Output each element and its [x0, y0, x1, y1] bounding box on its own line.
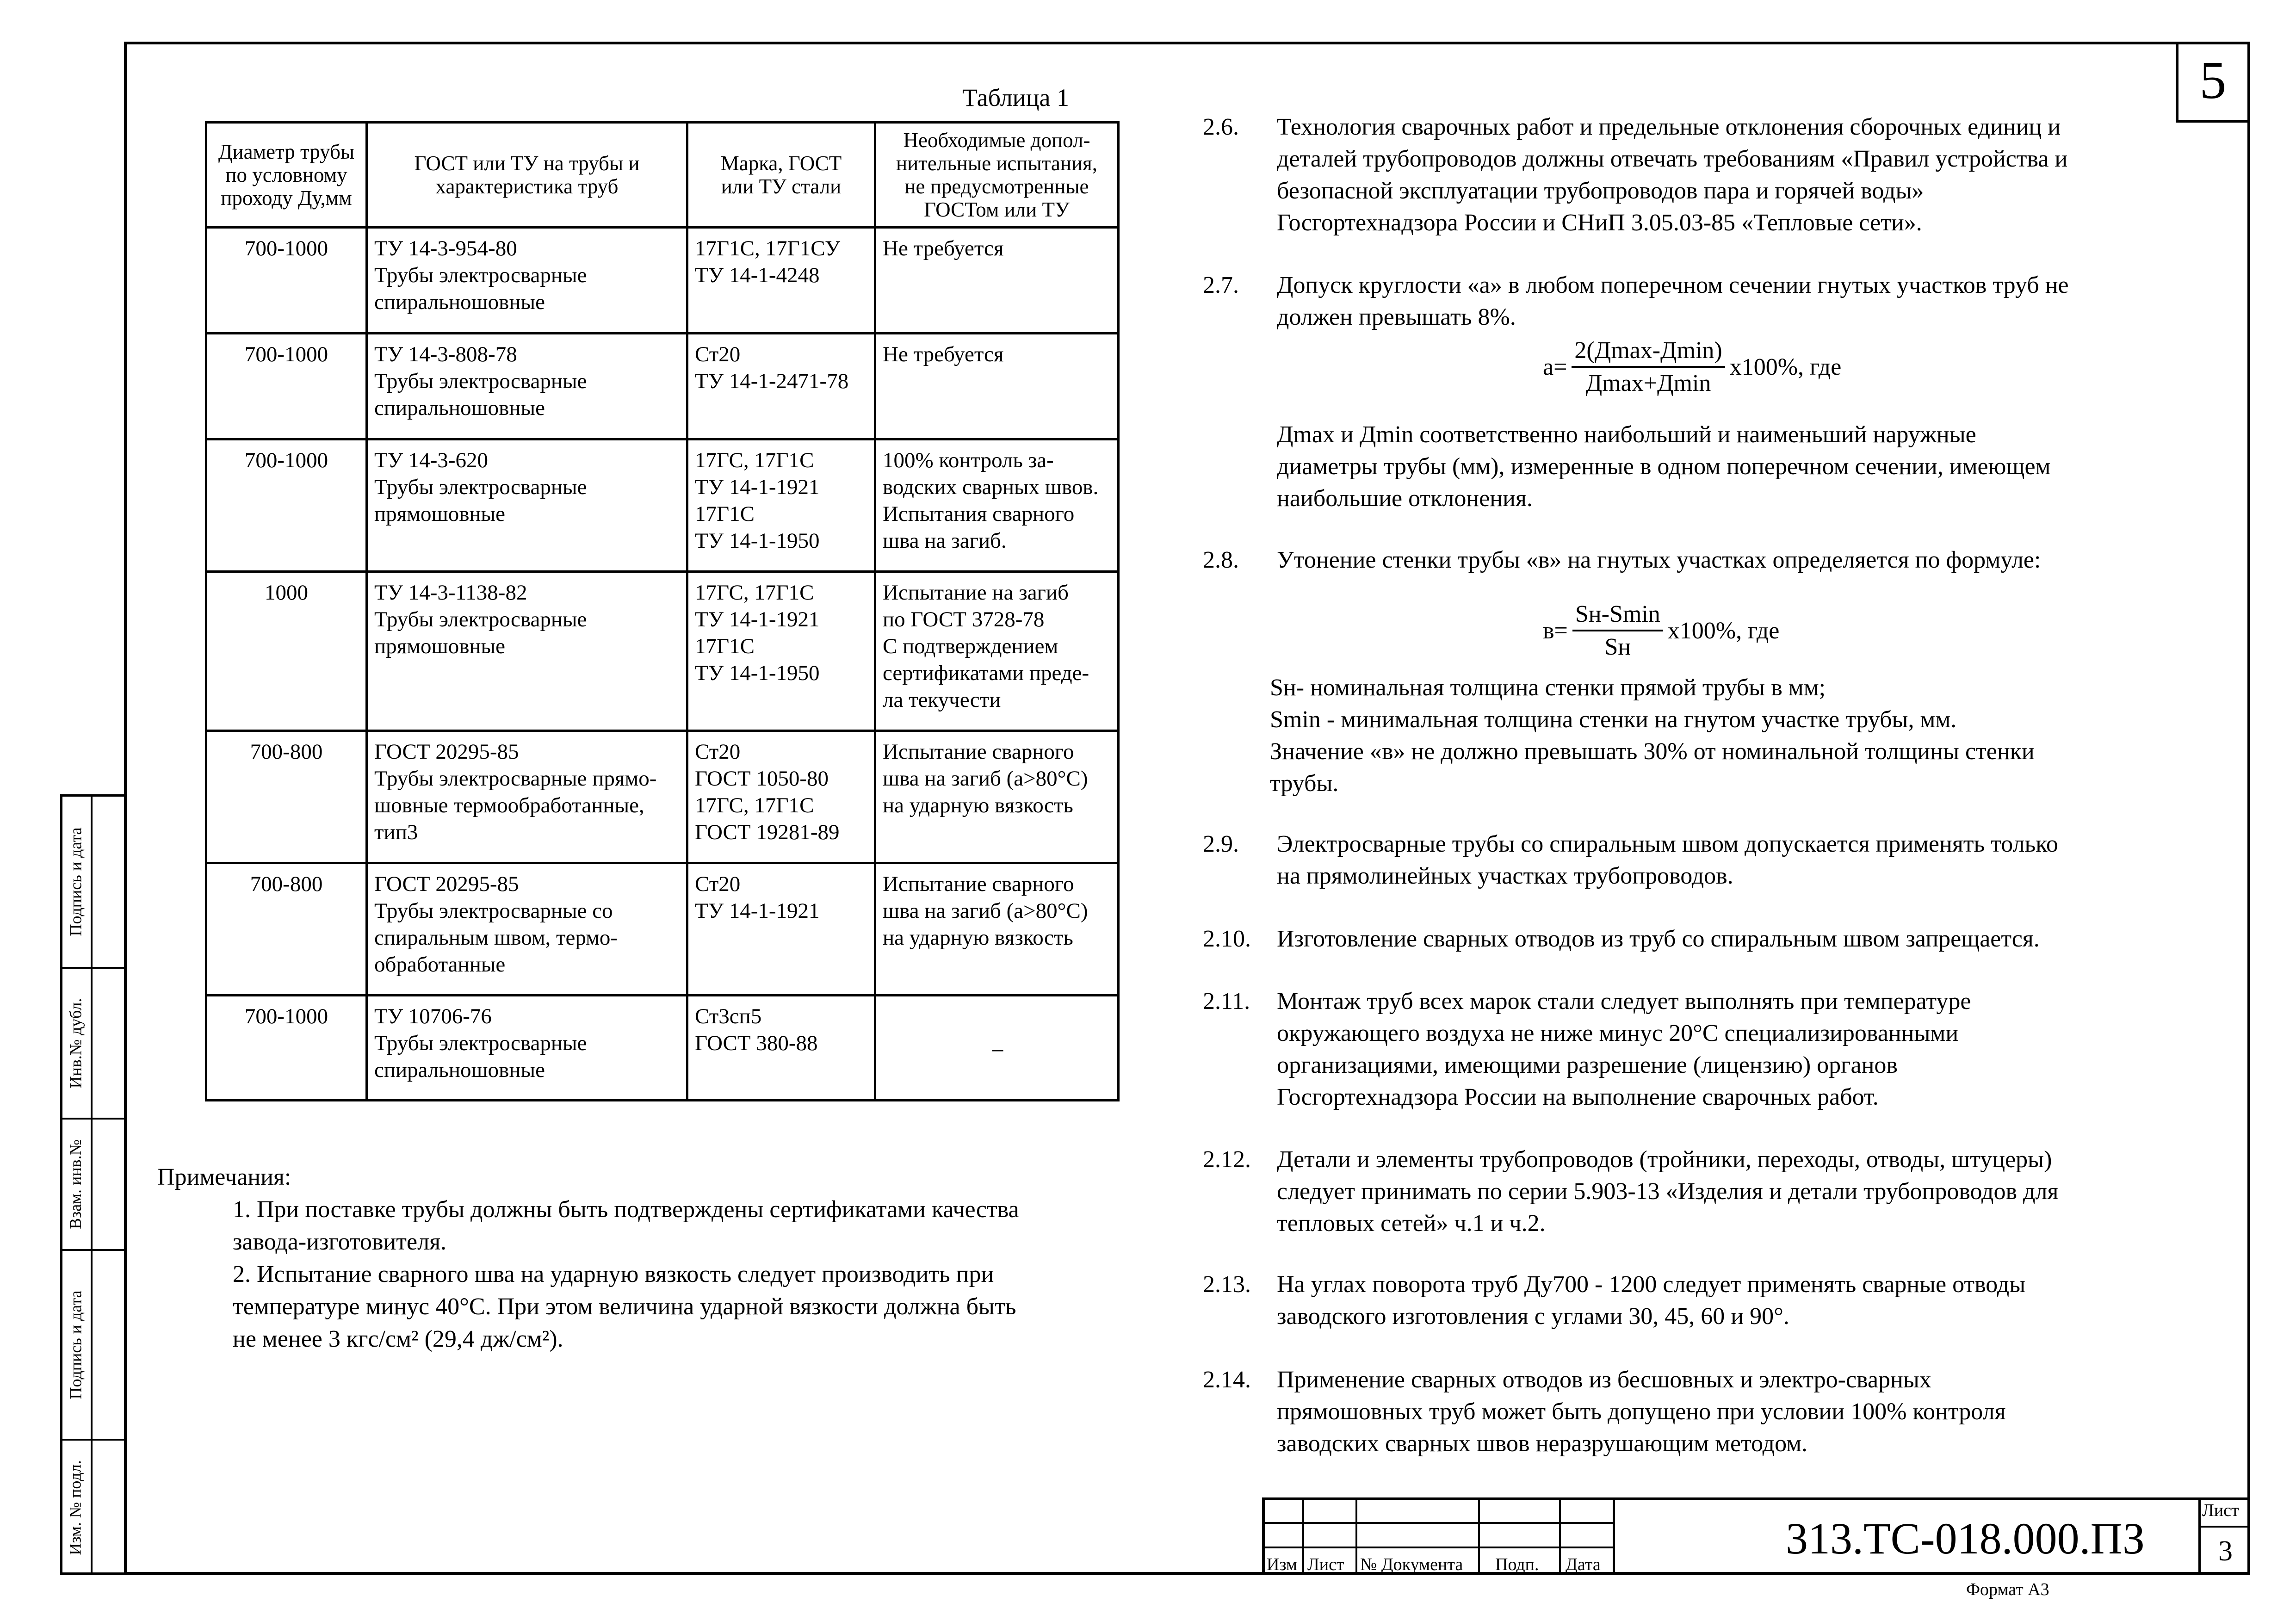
text-line: Утонение стенки трубы «в» на гнутых участках определяется по формуле: [1277, 547, 2041, 573]
clause-number: 2.12. [1203, 1146, 1251, 1173]
side-label-signature-date-2: Подпись и дата [66, 1290, 85, 1399]
text-line: Испытание на загиб [883, 581, 1069, 605]
text-line: Не требуется [883, 236, 1004, 260]
clause-text [1277, 985, 2202, 1113]
clause-number: 2.6. [1203, 114, 1239, 140]
text-line: Марка, ГОСТ [720, 152, 842, 175]
text-line: тепловых сетей» ч.1 и ч.2. [1277, 1210, 1546, 1237]
text-line: следует принимать по серии 5.903-13 «Изделия и детали трубопроводов для [1277, 1178, 2059, 1205]
text-line: прямошовных труб может быть допущено при условии 100% контроля [1277, 1398, 2006, 1425]
formula-b-denominator: Sн [1604, 634, 1631, 660]
cell-gost [367, 731, 687, 863]
tb-col-sheet: Лист [1307, 1555, 1344, 1574]
text-line: спиральным швом, термо- [374, 926, 618, 950]
text-line: 700-1000 [244, 342, 328, 366]
text-line: не менее 3 кгс/см² (29,4 дж/см²). [233, 1326, 563, 1352]
text-line: прямошовные [374, 634, 505, 658]
side-label-original-inv: Изм. № подл. [66, 1460, 85, 1555]
text-line: заводского изготовления с углами 30, 45, 60 и 90°. [1277, 1303, 1789, 1330]
text-line: Ст20 [695, 740, 741, 764]
text-line: Изготовление сварных отводов из труб со спиральным швом запрещается. [1277, 926, 2040, 952]
cell-diameter [206, 228, 367, 334]
text-line: сертификатами преде- [883, 661, 1089, 685]
formula-b-note [1270, 672, 2035, 799]
notes-title: Примечания: [157, 1164, 291, 1190]
cell-tests [875, 228, 1119, 334]
table-header-row [206, 123, 1119, 228]
text-line: 700-1000 [244, 448, 328, 472]
text-line: водских сварных швов. [883, 475, 1099, 499]
table-row [206, 996, 1119, 1101]
cell-diameter [206, 863, 367, 996]
text-line: по условному [225, 163, 347, 186]
text-line: тип3 [374, 820, 418, 844]
cell-gost [367, 334, 687, 439]
clause-number: 2.10. [1203, 926, 1251, 952]
text-line: на ударную вязкость [883, 926, 1073, 950]
text-line: не предусмотренные [904, 175, 1089, 198]
text-line: Электросварные трубы со спиральным швом допускается применять только [1277, 831, 2058, 857]
text-line: Sн- номинальная толщина стенки прямой трубы в мм; [1270, 674, 1826, 701]
title-block-col [1559, 1497, 1561, 1575]
text-line: завода-изготовителя. [233, 1229, 446, 1255]
text-line: характеристика труб [435, 175, 619, 198]
text-line: ТУ 14-1-1950 [695, 529, 820, 553]
text-line: трубы. [1270, 770, 1339, 797]
text-line: 1. При поставке трубы должны быть подтверждены сертификатами качества [233, 1196, 1019, 1223]
cell-steel [687, 228, 875, 334]
cell-gost [367, 863, 687, 996]
cell-steel [687, 334, 875, 439]
text-line: шва на загиб (а>80°С) [883, 767, 1088, 791]
text-line: ТУ 14-3-620 [374, 448, 489, 472]
table-row [206, 731, 1119, 863]
text-line: Испытание сварного [883, 872, 1074, 896]
formula-a-suffix: х100%, где [1729, 353, 1842, 380]
text-line: окружающего воздуха не ниже минус 20°С специализированными [1277, 1020, 1959, 1046]
text-line: На углах поворота труб Ду700 - 1200 следует применять сварные отводы [1277, 1271, 2026, 1298]
text-line: ТУ 14-1-1921 [695, 607, 820, 631]
clause-text [1277, 1268, 2202, 1332]
clause-text [1277, 1364, 2202, 1460]
header-gost [367, 123, 687, 228]
formula-a-prefix: а= [1543, 353, 1567, 380]
title-block-col [1302, 1497, 1304, 1575]
title-block-row [1262, 1547, 1615, 1548]
clause-text [1277, 923, 2202, 955]
text-line: по ГОСТ 3728-78 [883, 607, 1045, 631]
text-line: шва на загиб. [883, 529, 1007, 553]
text-line: ла текучести [883, 688, 1001, 712]
text-line: Трубы электросварные [374, 263, 587, 287]
formula-b-suffix: х100%, где [1667, 617, 1780, 644]
text-line: 700-800 [250, 740, 323, 764]
text-line: Трубы электросварные [374, 475, 587, 499]
text-line: Трубы электросварные прямо- [374, 767, 657, 791]
cell-diameter [206, 731, 367, 863]
sheet-number: 3 [2218, 1535, 2233, 1567]
text-line: Трубы электросварные [374, 369, 587, 393]
side-label-signature-date: Подпись и дата [66, 827, 85, 936]
cell-steel [687, 439, 875, 572]
text-line: Испытания сварного [883, 502, 1075, 526]
table-title: Таблица 1 [962, 84, 1069, 111]
table-row [206, 334, 1119, 439]
cell-tests [875, 572, 1119, 731]
title-block-col [2198, 1497, 2201, 1575]
text-line: Монтаж труб всех марок стали следует выполнять при температуре [1277, 988, 1971, 1015]
cell-diameter [206, 334, 367, 439]
header-steel [687, 123, 875, 228]
text-line: ГОСТ 20295-85 [374, 740, 519, 764]
formula-wall-thinning [1543, 600, 1779, 661]
text-line: Ст20 [695, 872, 741, 896]
text-line: 17ГС, 17Г1С [695, 793, 814, 817]
side-label-dup-inv: Инв.№ дубл. [66, 998, 85, 1089]
formula-a-note [1277, 419, 2050, 514]
notes-block [157, 1161, 1152, 1355]
text-line: ГОСТ 20295-85 [374, 872, 519, 896]
text-line: шва на загиб (а>80°С) [883, 899, 1088, 923]
tb-col-date: Дата [1566, 1555, 1601, 1574]
cell-steel [687, 572, 875, 731]
cell-diameter [206, 439, 367, 572]
text-line: ТУ 14-1-1921 [695, 899, 820, 923]
text-line: Дmax и Дmin соответственно наибольший и наименьший наружные [1277, 421, 1976, 448]
title-block-row [1262, 1522, 1615, 1524]
text-line: обработанные [374, 953, 506, 977]
text-line: Испытание сварного [883, 740, 1074, 764]
text-line: Ст20 [695, 342, 741, 366]
title-block-col [1355, 1497, 1357, 1575]
text-line: проходу Ду,мм [221, 186, 352, 210]
clause-number: 2.8. [1203, 547, 1239, 573]
text-line: Допуск круглости «а» в любом поперечном сечении гнутых участков труб не [1277, 272, 2069, 298]
text-line: 700-800 [250, 872, 323, 896]
text-line: Необходимые допол- [903, 129, 1090, 152]
text-line: Не требуется [883, 342, 1004, 366]
text-line: Ст3сп5 [695, 1004, 762, 1028]
clause-text [1277, 1144, 2202, 1239]
text-line: диаметры трубы (мм), измеренные в одном поперечном сечении, имеющем [1277, 453, 2051, 480]
formula-b-prefix: в= [1543, 617, 1568, 644]
text-line: 700-1000 [244, 236, 328, 260]
text-line: нительные испытания, [896, 152, 1097, 175]
formula-a-numerator: 2(Дmax-Дmin) [1572, 337, 1725, 368]
text-line: организациями, имеющими разрешение (лицензию) органов [1277, 1052, 1898, 1078]
text-line: – [992, 1037, 1003, 1061]
cell-tests [875, 996, 1119, 1101]
text-line: Технология сварочных работ и предельные отклонения сборочных единиц и [1277, 114, 2061, 140]
text-line: заводских сварных швов неразрушающим методом. [1277, 1430, 1808, 1457]
clause-number: 2.13. [1203, 1271, 1251, 1298]
side-stamp-divider [91, 794, 93, 1575]
text-line: ГОСТ 380-88 [695, 1031, 818, 1055]
cell-gost [367, 572, 687, 731]
cell-diameter [206, 572, 367, 731]
title-block-left [1262, 1497, 1265, 1575]
text-line: температуре минус 40°С. При этом величина ударной вязкости должна быть [233, 1293, 1016, 1320]
side-label-replace-inv: Взам. инв.№ [66, 1139, 85, 1229]
text-line: ТУ 14-1-4248 [695, 263, 820, 287]
text-line: ТУ 14-1-1921 [695, 475, 820, 499]
text-line: Госгортехнадзора России и СНиП 3.05.03-85 «Тепловые сети». [1277, 210, 1922, 236]
text-line: Трубы электросварные [374, 607, 587, 631]
text-line: 700-1000 [244, 1004, 328, 1028]
text-line: ТУ 14-3-808-78 [374, 342, 517, 366]
format-label: Формат А3 [1966, 1580, 2049, 1599]
text-line: 17ГС, 17Г1С [695, 581, 814, 605]
text-line: ГОСТ 1050-80 [695, 767, 829, 791]
tb-col-signature: Подп. [1495, 1555, 1539, 1574]
title-block-row [2198, 1526, 2250, 1528]
title-block-col [1613, 1497, 1615, 1575]
text-line: ТУ 14-1-1950 [695, 661, 820, 685]
text-line: Детали и элементы трубопроводов (тройники, переходы, отводы, штуцеры) [1277, 1146, 2052, 1173]
cell-tests [875, 863, 1119, 996]
text-line: ТУ 14-3-954-80 [374, 236, 517, 260]
clause-number: 2.11. [1203, 988, 1250, 1015]
table-row [206, 863, 1119, 996]
text-line: шовные термообработанные, [374, 793, 644, 817]
text-line: должен превышать 8%. [1277, 304, 1516, 330]
clause-number: 2.14. [1203, 1367, 1251, 1393]
cell-tests [875, 334, 1119, 439]
cell-steel [687, 863, 875, 996]
text-line: ТУ 14-1-2471-78 [695, 369, 849, 393]
pipe-spec-table [205, 121, 1120, 1101]
text-line: Диаметр трубы [218, 140, 355, 163]
document-code: 313.ТС-018.000.ПЗ [1786, 1514, 2145, 1563]
cell-tests [875, 731, 1119, 863]
clause-text [1277, 828, 2202, 892]
text-line: Применение сварных отводов из бесшовных и электро-сварных [1277, 1367, 1931, 1393]
text-line: Трубы электросварные со [374, 899, 613, 923]
clause-text [1277, 544, 2202, 576]
tb-col-document: № Документа [1360, 1555, 1463, 1574]
formula-a-denominator: Дmax+Дmin [1585, 370, 1711, 396]
text-line: Smin - минимальная толщина стенки на гнутом участке трубы, мм. [1270, 706, 1957, 733]
text-line: спиральношовные [374, 290, 545, 314]
text-line: ГОСТ или ТУ на трубы и [414, 152, 640, 175]
text-line: 1000 [265, 581, 308, 605]
cell-gost [367, 439, 687, 572]
cell-gost [367, 996, 687, 1101]
table-row [206, 572, 1119, 731]
text-line: безопасной эксплуатации трубопроводов пара и горячей воды» [1277, 178, 1924, 204]
cell-steel [687, 996, 875, 1101]
text-line: ГОСТом или ТУ [924, 198, 1070, 221]
title-block-col [1478, 1497, 1480, 1575]
text-line: 100% контроль за- [883, 448, 1054, 472]
cell-gost [367, 228, 687, 334]
text-line: 17Г1С, 17Г1СУ [695, 236, 841, 260]
clause-text [1277, 111, 2202, 239]
text-line: ТУ 10706-76 [374, 1004, 492, 1028]
clause-number: 2.7. [1203, 272, 1239, 298]
text-line: Значение «в» не должно превышать 30% от номинальной толщины стенки [1270, 738, 2035, 765]
text-line: или ТУ стали [721, 175, 842, 198]
text-line: на ударную вязкость [883, 793, 1073, 817]
text-line: ТУ 14-3-1138-82 [374, 581, 527, 605]
table-row [206, 228, 1119, 334]
text-line: деталей трубопроводов должны отвечать требованиям «Правил устройства и [1277, 146, 2068, 172]
text-line: 17ГС, 17Г1С [695, 448, 814, 472]
text-line: спиральношовные [374, 396, 545, 420]
clause-number: 2.9. [1203, 831, 1239, 857]
formula-roundness [1543, 337, 1841, 397]
formula-b-numerator: Sн-Smin [1572, 600, 1663, 631]
text-line: С подтверждением [883, 634, 1058, 658]
text-line: спиральношовные [374, 1058, 545, 1082]
header-tests [875, 123, 1119, 228]
cell-tests [875, 439, 1119, 572]
text-line: ГОСТ 19281-89 [695, 820, 840, 844]
cell-diameter [206, 996, 367, 1101]
page-number: 5 [2176, 42, 2250, 123]
clause-text [1277, 269, 2202, 333]
title-block-top [1262, 1497, 2250, 1500]
text-line: на прямолинейных участках трубопроводов. [1277, 863, 1733, 889]
text-line: Госгортехнадзора России на выполнение сварочных работ. [1277, 1084, 1879, 1110]
cell-steel [687, 731, 875, 863]
table-row [206, 439, 1119, 572]
text-line: прямошовные [374, 502, 505, 526]
header-diameter [206, 123, 367, 228]
text-line: 17Г1С [695, 502, 755, 526]
text-line: наибольшие отклонения. [1277, 485, 1533, 512]
tb-col-change: Изм [1267, 1555, 1297, 1574]
text-line: 17Г1С [695, 634, 755, 658]
text-line: 2. Испытание сварного шва на ударную вязкость следует производить при [233, 1261, 994, 1287]
text-line: Трубы электросварные [374, 1031, 587, 1055]
sheet-label: Лист [2202, 1501, 2239, 1520]
